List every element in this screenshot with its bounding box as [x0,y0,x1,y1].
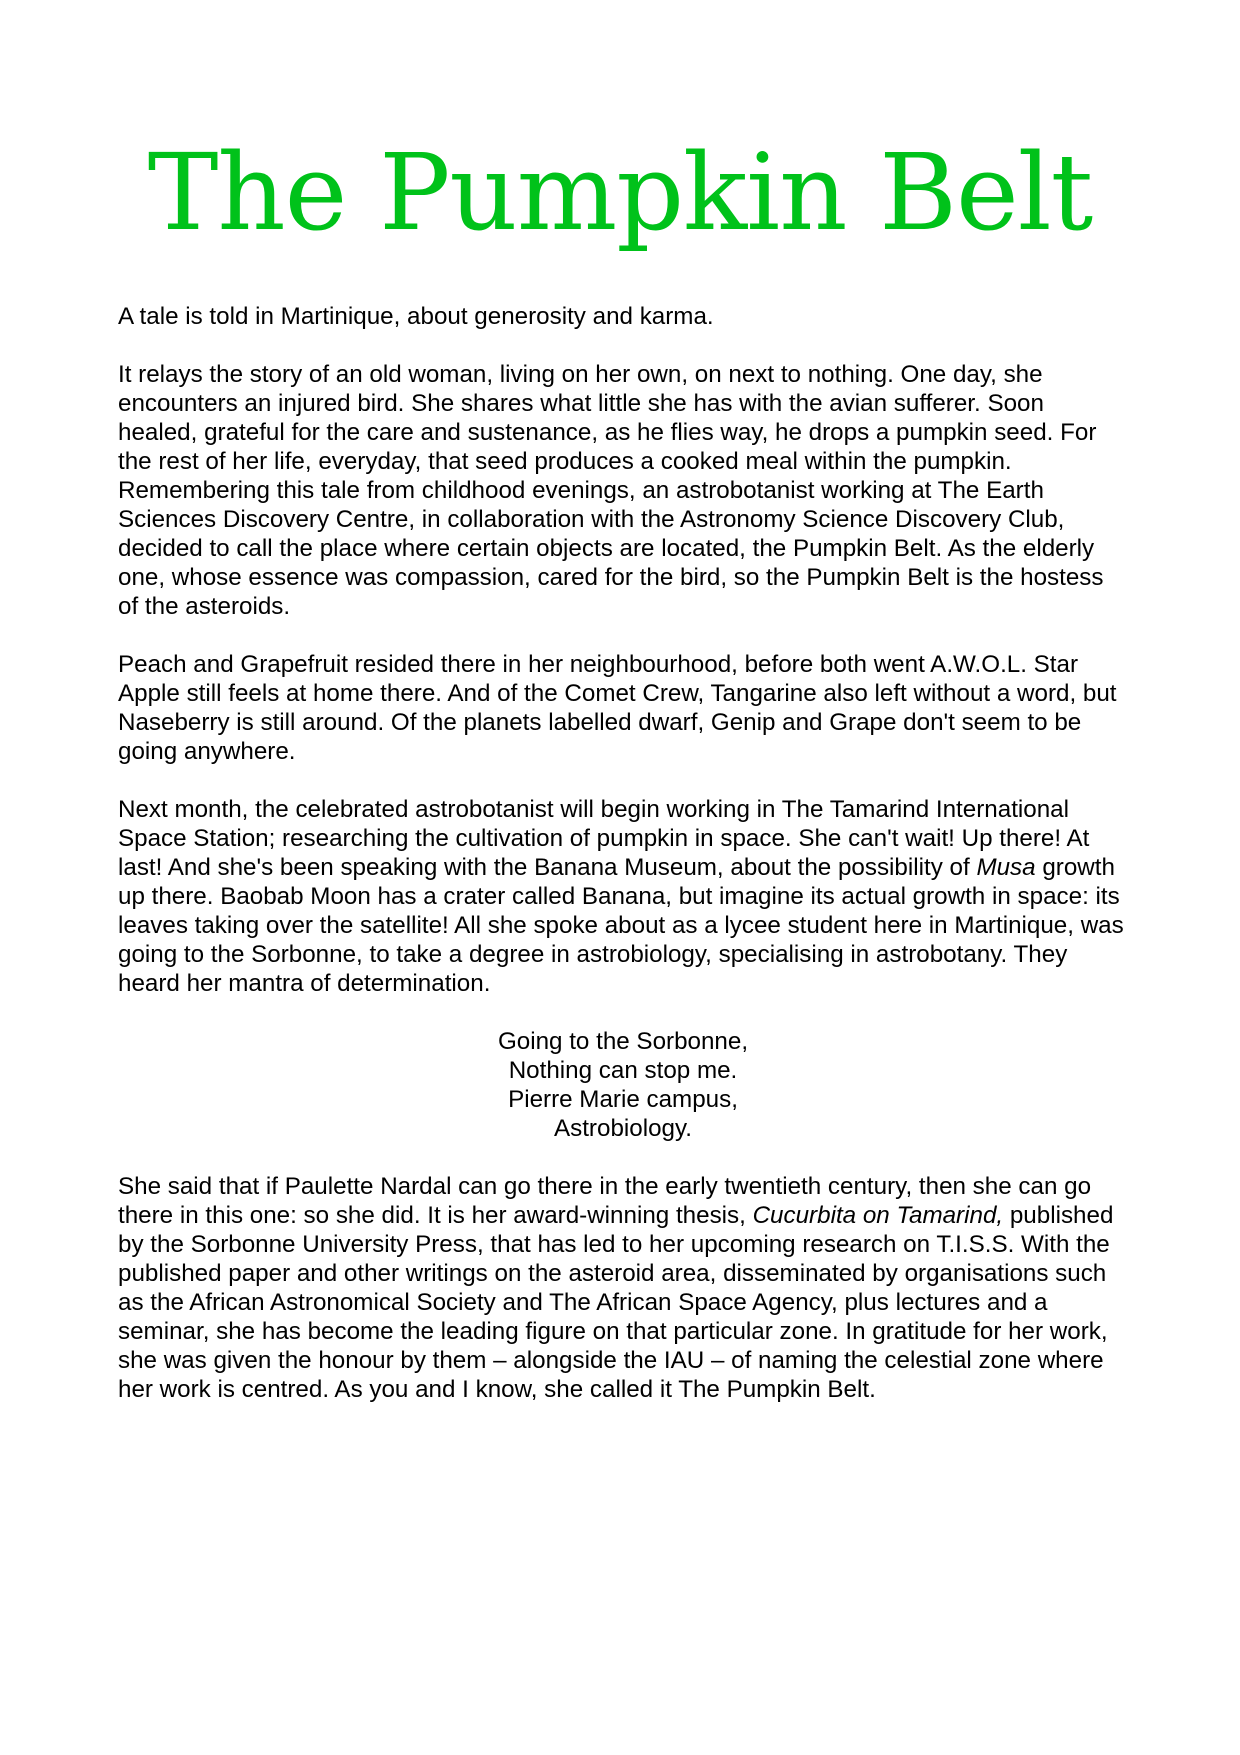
story-body [118,302,1128,1433]
paragraph-residents: Peach and Grapefruit resided there in her neighbourhood, before both went A.W.O.L. Star Apple still feels at home there. And of the Comet Crew, Tangarine also left without a word, but Naseberry is still around. Of the planets labelled dwarf, Genip and Grape don't seem to be going anywhere. [118,651,1117,765]
paragraph-conclusion-text-1: She said that if Paulette Nardal can go there in the early twentieth century, then she can go there in this one: so she did. It is her award-winning thesis, [118,1173,1092,1229]
paragraph-conclusion-text-2: published by the Sorbonne University Press, that has led to her upcoming research on T.I.S.S. With the published paper and other writings on the asteroid area, disseminated by organisations such as the African Astronomical Society and The African Space Agency, plus lectures and a seminar, she has become the leading figure on that particular zone. In gratitude for her work, she was given the honour by them – alongside the IAU – of naming the celestial zone where her work is centred. As you and I know, she called it The Pumpkin Belt. [118,1202,1114,1403]
paragraph-astrobotanist [118,795,1128,998]
verse-line-2: Nothing can stop me. [508,1057,738,1084]
paragraph-tale: It relays the story of an old woman, living on her own, on next to nothing. One day, she encounters an injured bird. She shares what little she has with the avian sufferer. Soon healed, grateful for the care and sustenance, as he flies way, he drops a pumpkin seed. For the rest of her life, everyday, that seed produces a cooked meal within the pumpkin. Remembering this tale from childhood evenings, an astrobotanist working at The Earth Sciences Discovery Centre, in collaboration with the Astronomy Science Discovery Club, decided to call the place where certain objects are located, the Pumpkin Belt. As the elderly one, whose essence was compassion, cared for the bird, so the Pumpkin Belt is the hostess of the asteroids. [118,361,1104,620]
paragraph-astrobotanist-text-1: Next month, the celebrated astrobotanist will begin working in The Tamarind International Space Station; researching the cultivation of pumpkin in space. She can't wait! Up there! At last! And she's been speaking with the Banana Museum, about the possibility of [118,796,1090,881]
thesis-title-italic: Cucurbita on Tamarind, [752,1202,1004,1229]
verse-line-1: Going to the Sorbonne, [497,1028,749,1055]
musa-italic: Musa [976,854,1036,881]
verse-line-4: Astrobiology. [553,1115,693,1142]
mantra-verse [118,1027,1128,1143]
page-title: The Pumpkin Belt [147,131,1093,254]
paragraph-astrobotanist-text-2: growth up there. Baobab Moon has a crater called Banana, but imagine its actual growth in space: its leaves taking over the satellite! All she spoke about as a lycee student here in Martinique, was going to the Sorbonne, to take a degree in astrobiology, specialising in astrobotany. They heard her mantra of determination. [118,854,1124,997]
verse-line-3: Pierre Marie campus, [508,1086,738,1113]
paragraph-intro: A tale is told in Martinique, about generosity and karma. [118,303,714,330]
paragraph-conclusion [118,1172,1128,1404]
